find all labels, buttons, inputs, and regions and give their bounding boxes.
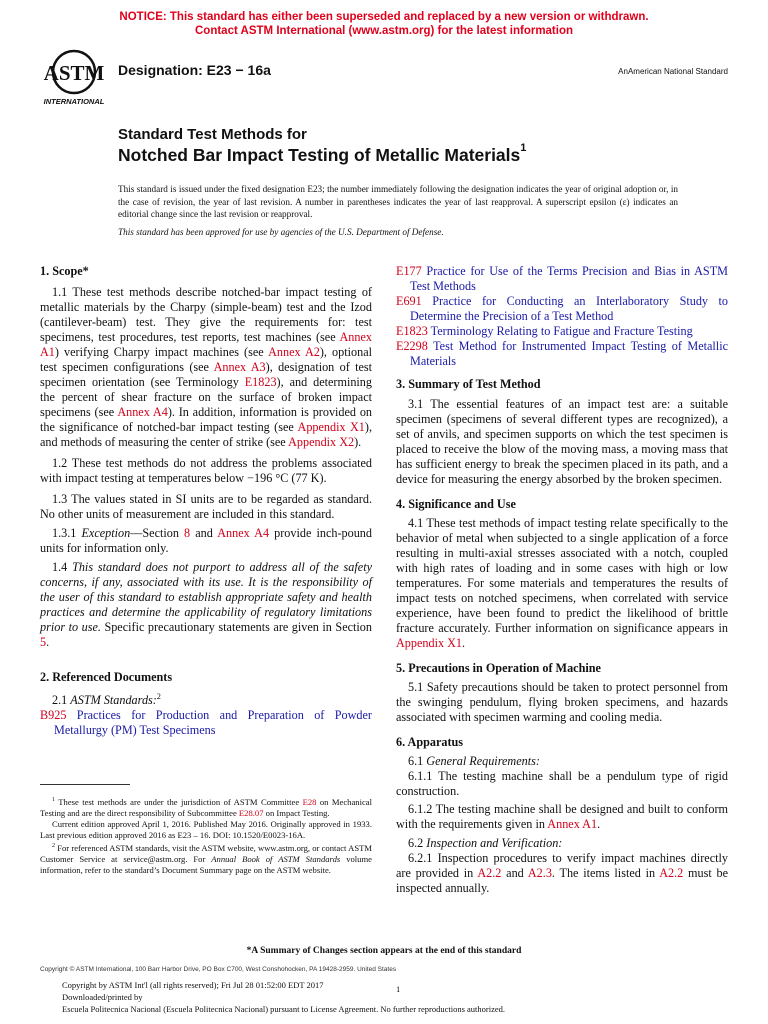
footnote-divider [40,784,130,785]
title-line-1: Standard Test Methods for [118,126,307,143]
link-e28-07[interactable]: E28.07 [238,807,264,818]
link-annex-a4[interactable]: Annex A4 [217,526,270,540]
paragraph-5-1: 5.1 Safety precautions should be taken to protect personnel from the swinging pendulum, flying broken specimens, and hazards associated with specimen warming and cooling media. [396,680,728,724]
notice-line-1: NOTICE: This standard has either been superseded and replaced by a new version or withdrawn. [119,11,649,23]
section-heading-apparatus: 6. Apparatus [396,735,464,749]
link-b925[interactable]: B925 [40,708,67,723]
link-annex-a4[interactable]: Annex A4 [117,405,168,419]
link-e1823[interactable]: E1823 [244,375,277,389]
paragraph-1-2: 1.2 These test methods do not address the problems associated with impact testing at temperatures below −196 °C (77 K). [40,456,372,485]
link-section-5[interactable]: 5 [40,635,47,649]
link-annex-a1[interactable]: Annex A1 [40,330,372,359]
link-appendix-x1[interactable]: Appendix X1 [297,420,365,434]
designation: Designation: E23 − 16a [118,62,271,78]
section-heading-precautions: 5. Precautions in Operation of Machine [396,661,601,675]
paragraph-6-1: 6.1 General Requirements: [408,754,540,768]
copyright-line: Copyright © ASTM International, 100 Barr Harbor Drive, PO Box C700, West Conshohocken, PA 19428-2959. United States [40,966,397,973]
section-heading-scope: 1. Scope* [40,264,89,278]
american-national-standard: AnAmerican National Standard [618,67,728,76]
link-e28[interactable]: E28 [302,796,317,807]
link-annex-a1[interactable]: Annex A1 [547,817,598,831]
reference-e691: E691 Practice for Conducting an Interlaboratory Study to Determine the Precision of a Test Method [396,294,728,323]
intro-paragraph: This standard is issued under the fixed designation E23; the number immediately following the designation indicates the year of original adoption or, in the case of revision, the year of last revision. A number in parentheses indicates the year of last reapproval. A superscript epsilon (ε) indicates an editorial change since the last revision or reapproval. [118,184,678,219]
paragraph-4-1: 4.1 These test methods of impact testing relate specifically to the behavior of metal when subjected to a single application of a force resulting in multi-axial stresses associated with a notch, coupled with high rates of loading and in some cases with high or low temperatures. For some materials and temperatures the results of impact tests on notched specimens, when correlated with service experience, have been found to predict the likelihood of brittle fracture accurately. Further information on significance appears in Appendix X1. [396,516,728,650]
summary-of-changes-note: *A Summary of Changes section appears at the end of this standard [246,946,522,956]
footer-downloaded: Downloaded/printed by [62,992,143,1002]
link-e177[interactable]: E177 [396,264,422,278]
section-heading-significance: 4. Significance and Use [396,497,516,511]
paragraph-1-3: 1.3 The values stated in SI units are to be regarded as standard. No other units of measurement are included in this standard. [40,492,372,521]
dod-statement: This standard has been approved for use by agencies of the U.S. Department of Defense. [118,227,444,237]
link-a2-3[interactable]: A2.3 [527,866,552,880]
paragraph-1-1: 1.1 These test methods describe notched-bar impact testing of metallic materials by the Charpy (simple-beam) test and the Izod (cantilever-beam) test. They give the requirements for: test specimens, test procedures, test reports, test machines (see Annex A1) verifying Charpy impact machines (see Annex A2), optional test specimen configurations (see Annex A3), designation of test specimen orientation (see Terminology E1823), and determining the percent of shear fracture on the surface of broken impact specimens (see Annex A4). In addition, information is provided on the significance of notched-bar impact testing (see Appendix X1), and methods of measuring the center of strike (see Appendix X2). [40,285,373,449]
footer-copyright: Copyright by ASTM Int'l (all rights reserved); Fri Jul 28 01:52:00 EDT 2017 [62,980,324,990]
paragraph-1-4: 1.4 This standard does not purport to address all of the safety concerns, if any, associated with its use. It is the responsibility of the user of this standard to establish appropriate safety and health practices and determine the applicability of regulatory limitations prior to use. Specific precautionary statements are given in Section 5. [40,560,372,649]
link-appendix-x2[interactable]: Appendix X2 [288,435,355,449]
section-heading-summary: 3. Summary of Test Method [396,377,541,391]
link-section-8[interactable]: 8 [184,526,191,540]
reference-e177: E177 Practice for Use of the Terms Precision and Bias in ASTM Test Methods [396,264,728,293]
footer-license: Escuela Politecnica Nacional (Escuela Politecnica Nacional) pursuant to License Agreement. No further reproductions authorized. [62,1004,506,1014]
paragraph-3-1: 3.1 The essential features of an impact test are: a suitable specimen (specimens of several different types are recognized), a set of anvils, and specimen supports on which the test specimen is placed to receive the blow of the moving mass, a moving mass that has sufficient energy to break the specimen placed in its path, and a device for measuring the energy absorbed by the broken specimen. [396,397,728,486]
notice-line-2: Contact ASTM International (www.astm.org) for the latest information [194,25,574,37]
link-a2-2[interactable]: A2.2 [477,866,502,880]
paragraph-1-3-1: 1.3.1 Exception—Section 8 and Annex A4 provide inch-pound units for information only. [40,526,372,555]
title-line-2: Notched Bar Impact Testing of Metallic Materials$^1$ [118,142,527,165]
logo-subtext: INTERNATIONAL [43,97,105,106]
left-column [40,264,372,738]
page-number: 1 [396,984,401,994]
paragraph-6-1-2: 6.1.2 The testing machine shall be designed and built to conform with the requirements given in Annex A1. [396,802,728,831]
link-e2298[interactable]: E2298 [396,339,428,353]
footnote-1: $^1$ These test methods are under the jurisdiction of ASTM Committee E28 on Mechanical Testing and are the direct responsibility of Subcommittee E28.07 on Impact Testing. Current edition approved April 1, 2016. Published May 2016. Originally approved in 1933. Last previous edition approved 2016 as E23 – 16. DOI: 10.1520/E0023-16A. $^2$ For referenced ASTM standards, visit the ASTM website, www.astm.org, or contact ASTM Customer Service at service@astm.org. For Annual Book of ASTM Standards volume information, refer to the standard’s Document Summary page on the ASTM website. [40,796,373,875]
link-appendix-x1[interactable]: Appendix X1 [396,636,463,650]
section-heading-referenced-documents: 2. Referenced Documents [40,670,173,684]
link-e1823[interactable]: E1823 [396,324,428,338]
reference-b925: B925 Practices for Production and Preparation of Powder Metallurgy (PM) Test Specimens [40,708,372,738]
right-column [396,264,728,896]
paragraph-2-1: 2.1 ASTM Standards:$^2$ [52,692,161,708]
link-annex-a2[interactable]: Annex A2 [268,345,320,359]
link-a2-2[interactable]: A2.2 [659,866,684,880]
link-annex-a3[interactable]: Annex A3 [213,360,266,374]
logo-text: ASTM [43,61,105,85]
link-e691[interactable]: E691 [396,294,422,308]
reference-e2298: E2298 Test Method for Instrumented Impact Testing of Metallic Materials [396,339,728,368]
paragraph-6-1-1: 6.1.1 The testing machine shall be a pendulum type of rigid construction. [396,769,728,798]
astm-logo [42,48,110,106]
paragraph-6-2-1: 6.2.1 Inspection procedures to verify impact machines directly are provided in A2.2 and A2.3. The items listed in A2.2 must be inspected annually. [396,851,728,895]
reference-e1823: E1823 Terminology Relating to Fatigue and Fracture Testing [396,324,693,338]
paragraph-6-2: 6.2 Inspection and Verification: [408,836,563,850]
